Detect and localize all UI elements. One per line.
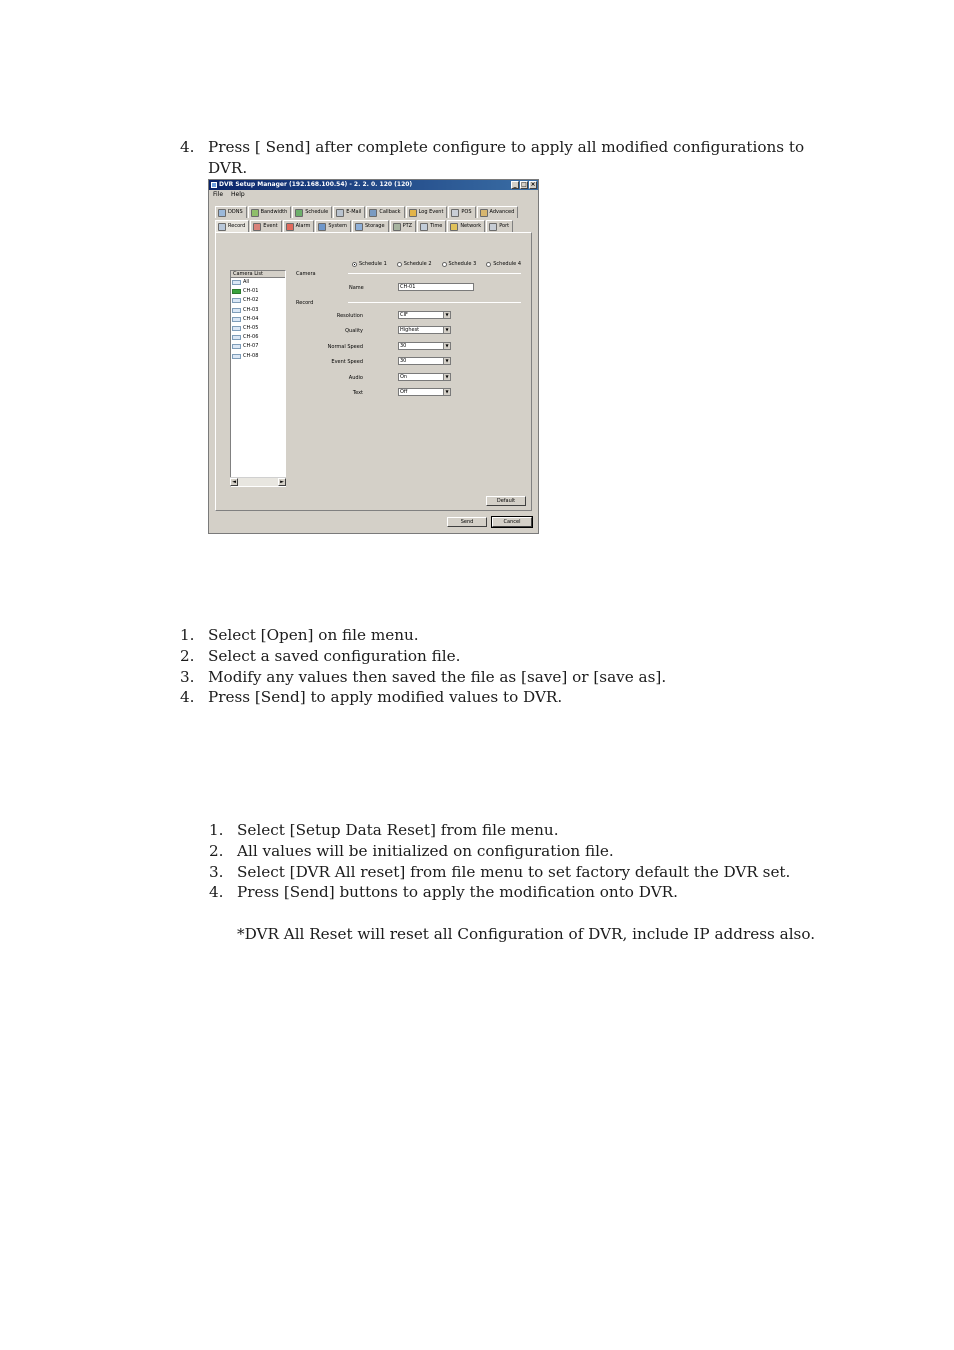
list-item: 1. Select [Setup Data Reset] from file menu. bbox=[209, 821, 559, 839]
system-icon bbox=[318, 223, 326, 231]
tab-email[interactable]: E-Mail bbox=[333, 206, 365, 218]
ptz-icon bbox=[393, 223, 401, 231]
record-icon bbox=[218, 223, 226, 231]
tab-row-2 bbox=[215, 220, 514, 232]
camera-icon bbox=[232, 308, 241, 313]
camera-icon bbox=[232, 298, 241, 303]
send-button[interactable]: Send bbox=[447, 517, 487, 527]
camera-list-header: Camera List bbox=[231, 271, 285, 278]
camera-icon bbox=[232, 326, 241, 331]
dvr-setup-manager-window bbox=[208, 179, 539, 534]
audio-select[interactable]: On ▼ bbox=[398, 373, 451, 381]
camera-list-item[interactable]: CH-05 bbox=[231, 324, 285, 333]
tab-alarm[interactable]: Alarm bbox=[283, 220, 315, 232]
camera-section-divider bbox=[348, 273, 521, 274]
tab-bandwidth[interactable]: Bandwidth bbox=[248, 206, 292, 218]
chevron-down-icon: ▼ bbox=[443, 312, 450, 318]
camera-list-item[interactable]: CH-04 bbox=[231, 315, 285, 324]
window-title: DVR Setup Manager (192.168.100.54) - 2. 2. 0. 120 (120) bbox=[219, 181, 413, 188]
tab-advanced[interactable]: Advanced bbox=[477, 206, 519, 218]
tab-pos[interactable]: POS bbox=[448, 206, 475, 218]
tab-log-event[interactable]: Log Event bbox=[406, 206, 448, 218]
reset-note-text: *DVR All Reset will reset all Configuration of DVR, include IP address also. bbox=[237, 925, 816, 943]
list-item: 3. Modify any values then saved the file as [save] or [save as]. bbox=[180, 667, 667, 686]
camera-list-item[interactable]: CH-06 bbox=[231, 333, 285, 342]
tab-event[interactable]: Event bbox=[250, 220, 281, 232]
menu-help[interactable]: Help bbox=[231, 191, 245, 198]
camera-icon bbox=[232, 317, 241, 322]
cancel-button[interactable]: Cancel bbox=[492, 517, 532, 527]
camera-list-item[interactable]: CH-08 bbox=[231, 352, 285, 361]
chevron-down-icon: ▼ bbox=[443, 374, 450, 380]
scroll-right-arrow-icon[interactable]: ► bbox=[278, 478, 286, 486]
ddns-icon bbox=[218, 209, 226, 217]
step-4-top bbox=[180, 137, 840, 179]
event-speed-label: Event Speed bbox=[331, 359, 363, 365]
close-button[interactable]: × bbox=[530, 181, 536, 188]
maximize-button[interactable]: □ bbox=[521, 181, 527, 188]
list-item: 3. Select [DVR All reset] from file menu to set factory default the DVR set. bbox=[209, 862, 791, 881]
name-input[interactable]: CH-01 bbox=[398, 283, 474, 291]
camera-list-hscrollbar[interactable] bbox=[230, 477, 286, 486]
radio-schedule-2[interactable]: Schedule 2 bbox=[397, 261, 432, 267]
list-item: 4. Press [Send] buttons to apply the modification onto DVR. bbox=[209, 883, 678, 902]
camera-selected-icon bbox=[232, 289, 241, 294]
advanced-icon bbox=[480, 209, 488, 217]
list-item: 1. Select [Open] on file menu. bbox=[180, 626, 419, 644]
tab-ptz[interactable]: PTZ bbox=[390, 220, 417, 232]
resolution-select[interactable]: CIF ▼ bbox=[398, 311, 451, 319]
camera-icon bbox=[232, 344, 241, 349]
scroll-left-arrow-icon[interactable]: ◄ bbox=[230, 478, 238, 486]
tab-record[interactable]: Record bbox=[215, 220, 249, 232]
network-icon bbox=[450, 223, 458, 231]
tab-time[interactable]: Time bbox=[417, 220, 446, 232]
app-icon bbox=[211, 182, 217, 188]
camera-list-item[interactable]: CH-03 bbox=[231, 306, 285, 315]
schedule-radio-group bbox=[352, 261, 521, 267]
storage-icon bbox=[355, 223, 363, 231]
tab-schedule[interactable]: Schedule bbox=[292, 206, 332, 218]
radio-selected-indicator bbox=[352, 262, 357, 267]
text-label: Text bbox=[352, 390, 363, 396]
menu-file[interactable]: File bbox=[213, 191, 224, 198]
menu-bar bbox=[209, 190, 538, 199]
tab-system[interactable]: System bbox=[315, 220, 351, 232]
tab-row-1 bbox=[215, 206, 519, 218]
camera-icon bbox=[232, 280, 241, 285]
tab-storage[interactable]: Storage bbox=[352, 220, 389, 232]
time-icon bbox=[420, 223, 428, 231]
radio-schedule-3[interactable]: Schedule 3 bbox=[442, 261, 477, 267]
alarm-icon bbox=[286, 223, 294, 231]
step-text-line1: Press [ Send] after complete configure to apply all modified configurations to bbox=[208, 138, 805, 156]
window-titlebar bbox=[209, 180, 538, 190]
camera-section-label: Camera bbox=[296, 271, 316, 277]
default-button[interactable]: Default bbox=[486, 496, 526, 506]
record-section-label: Record bbox=[296, 300, 314, 306]
record-section-divider bbox=[348, 302, 521, 303]
window-controls bbox=[511, 181, 537, 189]
quality-select[interactable]: Highest ▼ bbox=[398, 326, 451, 334]
quality-label: Quality bbox=[345, 328, 363, 334]
chevron-down-icon: ▼ bbox=[443, 389, 450, 395]
camera-list-item[interactable]: All bbox=[231, 278, 285, 287]
open-steps-list bbox=[180, 625, 840, 709]
tab-ddns[interactable]: DDNS bbox=[215, 206, 247, 218]
audio-label: Audio bbox=[348, 375, 363, 381]
normal-speed-select[interactable]: 30 ▼ bbox=[398, 342, 451, 350]
tab-network[interactable]: Network bbox=[447, 220, 485, 232]
camera-icon bbox=[232, 354, 241, 359]
list-item: 2. Select a saved configuration file. bbox=[180, 646, 461, 665]
camera-icon bbox=[232, 335, 241, 340]
event-speed-select[interactable]: 30 ▼ bbox=[398, 357, 451, 365]
record-panel bbox=[215, 232, 532, 511]
text-select[interactable]: Off ▼ bbox=[398, 388, 451, 396]
name-label: Name bbox=[349, 285, 364, 291]
email-icon bbox=[336, 209, 344, 217]
radio-schedule-1[interactable]: Schedule 1 bbox=[352, 261, 387, 267]
port-icon bbox=[489, 223, 497, 231]
normal-speed-label: Normal Speed bbox=[327, 344, 363, 350]
list-item: 2. All values will be initialized on configuration file. bbox=[209, 841, 614, 860]
list-item: 4. Press [Send] to apply modified values to DVR. bbox=[180, 688, 563, 707]
chevron-down-icon: ▼ bbox=[443, 327, 450, 333]
chevron-down-icon: ▼ bbox=[443, 358, 450, 364]
minimize-button[interactable]: _ bbox=[511, 181, 519, 189]
camera-list-item[interactable]: CH-02 bbox=[231, 296, 285, 305]
radio-schedule-4[interactable]: Schedule 4 bbox=[486, 261, 521, 267]
pos-icon bbox=[451, 209, 459, 217]
camera-list-item[interactable]: CH-07 bbox=[231, 342, 285, 351]
log-event-icon bbox=[409, 209, 417, 217]
step-number: 4. bbox=[180, 138, 195, 156]
camera-list-item[interactable]: CH-01 bbox=[231, 287, 285, 296]
tab-port[interactable]: Port bbox=[486, 220, 513, 232]
event-icon bbox=[253, 223, 261, 231]
reset-steps-list bbox=[209, 820, 849, 904]
reset-note bbox=[237, 924, 837, 945]
bandwidth-icon bbox=[251, 209, 259, 217]
callback-icon bbox=[369, 209, 377, 217]
schedule-icon bbox=[295, 209, 303, 217]
chevron-down-icon: ▼ bbox=[443, 343, 450, 349]
resolution-label: Resolution bbox=[336, 313, 363, 319]
tab-callback[interactable]: Callback bbox=[366, 206, 404, 218]
step-text-line2: DVR. bbox=[208, 159, 248, 177]
camera-list[interactable] bbox=[230, 270, 286, 487]
